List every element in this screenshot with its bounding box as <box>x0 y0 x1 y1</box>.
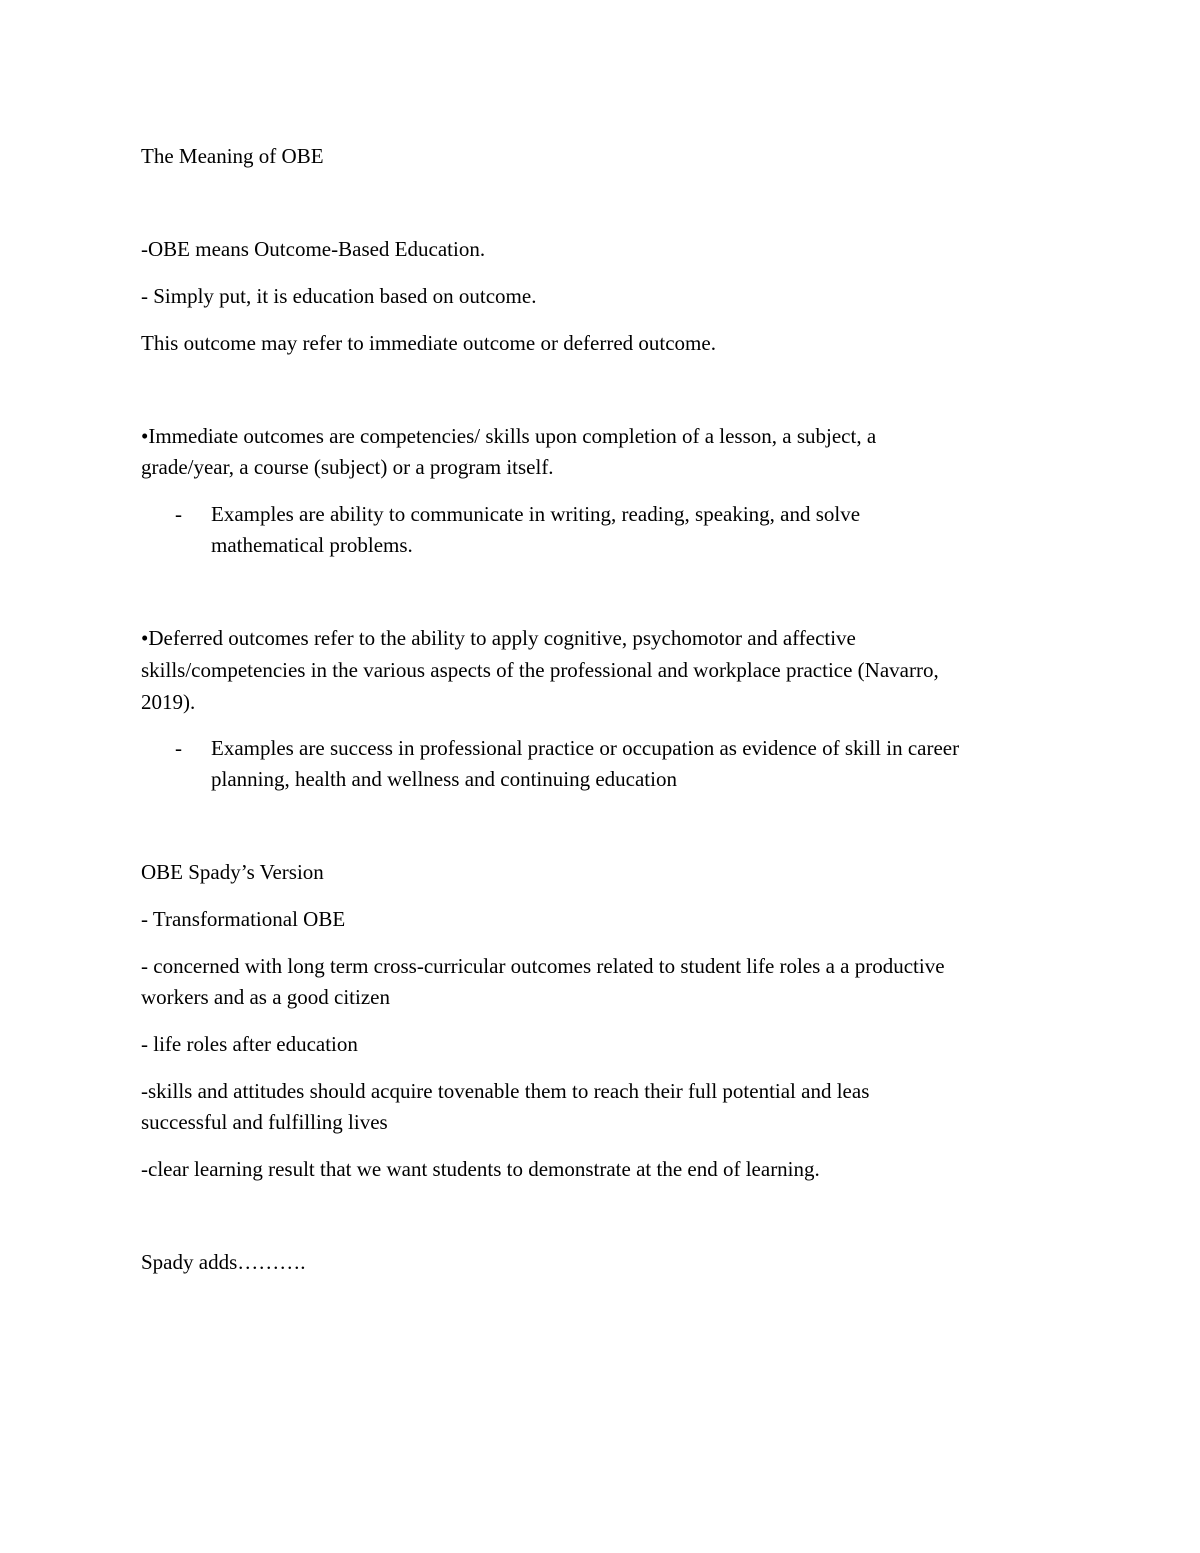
concerned-line-1: - concerned with long term cross-curricular outcomes related to student life roles a a productive <box>141 954 945 978</box>
obe-means-line: -OBE means Outcome-Based Education. <box>141 237 486 261</box>
spady-heading: OBE Spady’s Version <box>141 860 324 884</box>
transformational-line: - Transformational OBE <box>141 907 346 931</box>
simply-put-line: - Simply put, it is education based on outcome. <box>141 284 537 308</box>
deferred-outcomes-line-3: 2019). <box>141 690 196 714</box>
spady-adds-line: Spady adds………. <box>141 1250 306 1274</box>
clear-learning-line: -clear learning result that we want students to demonstrate at the end of learning. <box>141 1157 820 1181</box>
deferred-outcomes-line-1: •Deferred outcomes refer to the ability to apply cognitive, psychomotor and affective <box>141 626 856 650</box>
immediate-example-line-2: mathematical problems. <box>211 533 413 557</box>
immediate-outcomes-line-1: •Immediate outcomes are competencies/ skills upon completion of a lesson, a subject, a <box>141 424 877 448</box>
immediate-outcomes-line-2: grade/year, a course (subject) or a program itself. <box>141 455 554 479</box>
outcome-refer-line: This outcome may refer to immediate outcome or deferred outcome. <box>141 331 716 355</box>
deferred-example-line-2: planning, health and wellness and continuing education <box>211 767 677 791</box>
document-title: The Meaning of OBE <box>141 144 324 168</box>
skills-attitudes-line-2: successful and fulfilling lives <box>141 1110 388 1134</box>
deferred-outcomes-line-2: skills/competencies in the various aspects of the professional and workplace practice (Navarro, <box>141 658 939 682</box>
life-roles-line: - life roles after education <box>141 1032 358 1056</box>
immediate-example-dash: - <box>175 502 182 526</box>
deferred-example-line-1: Examples are success in professional practice or occupation as evidence of skill in career <box>211 736 960 760</box>
skills-attitudes-line-1: -skills and attitudes should acquire tovenable them to reach their full potential and leas <box>141 1079 870 1103</box>
deferred-example-dash: - <box>175 736 182 760</box>
immediate-example-line-1: Examples are ability to communicate in writing, reading, speaking, and solve <box>211 502 861 526</box>
concerned-line-2: workers and as a good citizen <box>141 985 390 1009</box>
